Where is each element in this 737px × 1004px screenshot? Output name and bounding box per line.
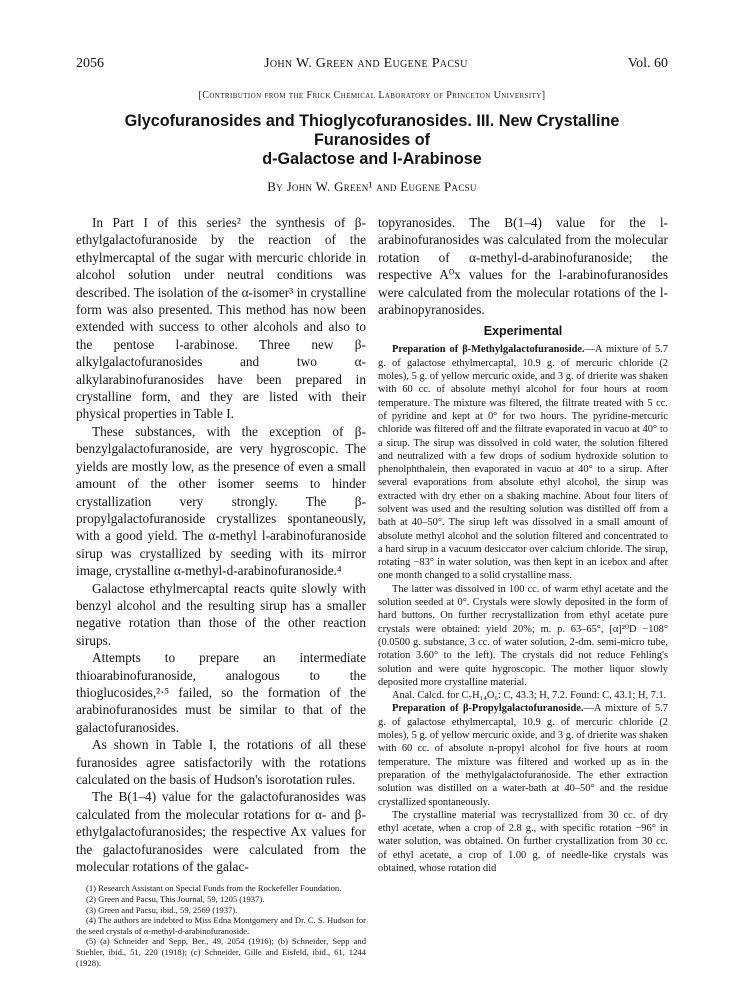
intro-paragraph-6: The B(1–4) value for the galactofuranosides was calculated from the molecular rotations for α- and β-ethylgalactofuranosides; the respective Ax values for the galactofuranosides were calculated from the molecular rotations of the galac- [76,789,366,875]
paragraph-text: —A mixture of 5.7 g. of galactose ethylmercaptal, 10.9 g. of mercuric chloride (2 moles), 5 g. of yellow mercuric oxide, and 3 g. of drierite was shaken with 60 cc. of absolute methyl alcohol for four hours at room temperature. The mixture was filtered, the filtrate treated with 5 cc. of pyridine and kept at 0° for two hours. The pyridine-mercuric chloride was filtered off and the filtrate evaporated in vacuo at 40° to a sirup. The sirup was dissolved in cold water, the solution filtered and neutralized with a few drops of sodium hydroxide solution to phenolphthalein, then evaporated in vacuo at 40° to a sirup. After several evaporations from absolute ethyl alcohol, the sirup was extracted with dry ether on a shaking machine. About four liters of solvent was used and the resulting solution was distilled off from a bath at 40–50°. The sirup left was dissolved in a small amount of absolute methyl alcohol and the solution filtered and concentrated to a hard sirup in a vacuum desiccator over calcium chloride. The sirup, rotating −83° in water solution, was then kept in an icebox and after one month changed to a solid crystalline mass. [378,344,668,582]
analysis-line: Anal. Calcd. for C₇H₁₄O₆: C, 43.3; H, 7.2. Found: C, 43.1; H, 7.1. [392,690,667,702]
volume-number: Vol. 60 [627,56,668,71]
footnote: (1) Research Assistant on Special Funds from the Rockefeller Foundation. [86,883,342,894]
intro-paragraph-continued: topyranosides. The B(1–4) value for the l-arabinofuranosides was calculated from the molecular rotation of α-methyl-d-arabinofuranoside; the respective A⁰x values for the l-arabinofuranosides were calculated from the molecular rotations of the l-arabinopyranosides. [378,215,668,318]
run-in-heading: Preparation of β-Methylgalactofuranoside. [392,344,585,356]
article-title-line-2: d-Galactose and l-Arabinose [262,150,482,168]
experimental-paragraph-3 [378,702,668,808]
experimental-paragraph-1 [378,343,668,582]
footnotes [76,883,366,968]
paragraph-text: —A mixture of 5.7 g. of galactose ethylmercaptal, 10.9 g. of mercuric chloride (2 moles), 5 g. of yellow mercuric oxide, and 3 g. of drierite was shaken with 60 cc. of absolute n-propyl alcohol for five hours at room temperature. The mixture was filtered and worked up as in the preparation of the methylgalactofuranoside. The ether extraction solution was distilled on a water-bath at 40–50° and the residue crystallized spontaneously. [378,703,668,808]
intro-paragraph-4: Attempts to prepare an intermediate thioarabinofuranoside, analogous to the thioglucosides,²·⁵ failed, so the formation of the arabinofuranosides must be similar to that of the galactofuranosides. [76,650,366,735]
experimental-paragraph-2: The latter was dissolved in 100 cc. of warm ethyl acetate and the solution seeded at 0°. Crystals were slowly deposited in the form of hard buttons. On further recrystallization from ethyl acetate pure crystals were obtained: yield 20%; m. p. 63–65°, [α]²⁰D −108° (0.0500 g. substance, 3 cc. of water solution, 2-dm. semi-micro tube, rotation 3.60° to the left). The crystals did not reduce Fehling's solution and were quite hygroscopic. The mother liquor slowly deposited more crystalline material. [378,583,668,688]
section-heading-experimental: Experimental [483,324,563,339]
right-column [378,214,668,968]
intro-paragraph-5: As shown in Table I, the rotations of all these furanosides agree satisfactorily with the rotations calculated on the basis of Hudson's isorotation rules. [76,737,366,787]
contribution-line: [Contribution from the Frick Chemical Laboratory of Princeton University] [198,90,546,101]
run-in-heading: Preparation of β-Propylgalactofuranoside. [392,703,584,715]
two-column-body [76,214,668,968]
footnote: (5) (a) Schneider and Sepp, Ber., 49, 2054 (1916); (b) Schneider, Sepp and Stiehler, ibid., 51, 220 (1918); (c) Schneider, Gille and Eisfeld, ibid., 61, 1244 (1928). [76,936,366,968]
intro-paragraph-3: Galactose ethylmercaptal reacts quite slowly with benzyl alcohol and the resulting sirup has a smaller negative rotation than those of the other reaction sirups. [76,580,366,648]
running-title: John W. Green and Eugene Pacsu [264,56,468,71]
byline: By John W. Green¹ and Eugene Pacsu [267,179,477,194]
page-number: 2056 [76,56,104,71]
footnote: (2) Green and Pacsu, This Journal, 59, 1205 (1937). [86,894,265,905]
intro-paragraph-2: These substances, with the exception of β-benzylgalactofuranoside, are very hygroscopic. The yields are mostly low, as the presence of even a small amount of the other isomer seems to hinder crystallization very strongly. The β-propylgalactofuranoside crystallizes spontaneously, with a good yield. The α-methyl l-arabinofuranoside sirup was crystallized by seeding with its mirror image, crystalline α-methyl-d-arabinofuranoside.⁴ [76,423,366,579]
footnote: (3) Green and Pacsu, ibid., 59, 2569 (1937). [86,904,238,915]
journal-page [76,56,668,968]
running-header [76,56,668,76]
footnote: (4) The authors are indebted to Miss Edna Montgomery and Dr. C. S. Hudson for the seed crystals of α-methyl-d-arabinofuranoside. [76,915,366,936]
article-title [76,112,668,169]
intro-paragraph-1: In Part I of this series² the synthesis of β-ethylgalactofuranoside by the reaction of the ethylmercaptal of the sugar with mercuric chloride in alcohol solution under neutral conditions was described. The isolation of the α-isomer³ in crystalline form was also presented. This method has now been extended with success to other alcohols and also to the pentose l-arabinose. Three new β-alkylgalactofuranosides and two α-alkylarabinofuranosides have been prepared in crystalline form, and they are listed with their physical properties in Table I. [76,215,366,422]
left-column [76,214,366,968]
article-title-line-1: Glycofuranosides and Thioglycofuranosides. III. New Crystalline Furanosides of [124,112,620,149]
experimental-paragraph-4: The crystalline material was recrystallized from 30 cc. of dry ethyl acetate, when a crop of 2.8 g., with specific rotation −96° in water solution, was obtained. On further crystallization from 30 cc. of ethyl acetate, a crop of 1.00 g. of needle-like crystals was obtained, whose rotation did [378,809,668,875]
